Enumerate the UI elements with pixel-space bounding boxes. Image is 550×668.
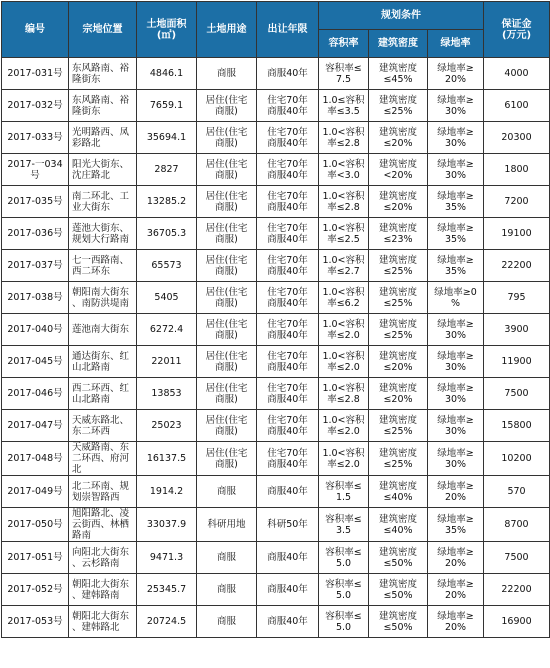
cell-green: 绿地率≥ 20% — [428, 574, 484, 606]
cell-far: 1.0<容积 率≤2.8 — [319, 186, 369, 218]
cell-number: 2017-048号 — [2, 442, 69, 476]
cell-deposit: 7200 — [484, 186, 550, 218]
cell-use: 居住(住宅 商服) — [197, 154, 257, 186]
cell-far: 1.0<容积 率≤2.0 — [319, 314, 369, 346]
table-row — [2, 58, 550, 90]
cell-location: 北二环南、规 划崇智路西 — [69, 476, 137, 508]
cell-density: 建筑密度 ≤50% — [369, 542, 428, 574]
table-row — [2, 542, 550, 574]
cell-green: 绿地率≥ 20% — [428, 542, 484, 574]
header-location: 宗地位置 — [69, 2, 137, 58]
cell-term: 住宅70年 商服40年 — [257, 90, 319, 122]
cell-deposit: 4000 — [484, 58, 550, 90]
cell-use: 商服 — [197, 574, 257, 606]
cell-density: 建筑密度 ≤23% — [369, 218, 428, 250]
header-no: 编号 — [2, 2, 69, 58]
cell-density: 建筑密度 ≤25% — [369, 250, 428, 282]
cell-number: 2017-038号 — [2, 282, 69, 314]
cell-far: 容积率≤ 1.5 — [319, 476, 369, 508]
cell-deposit: 20300 — [484, 122, 550, 154]
cell-green: 绿地率≥ 35% — [428, 218, 484, 250]
table-row — [2, 122, 550, 154]
cell-green: 绿地率≥ 35% — [428, 250, 484, 282]
cell-green: 绿地率≥ 30% — [428, 314, 484, 346]
cell-term: 住宅70年 商服40年 — [257, 378, 319, 410]
cell-location: 向阳北大街东 、云杉路南 — [69, 542, 137, 574]
cell-use: 商服 — [197, 606, 257, 638]
cell-use: 居住(住宅 商服) — [197, 186, 257, 218]
cell-number: 2017-046号 — [2, 378, 69, 410]
cell-use: 居住(住宅 商服) — [197, 122, 257, 154]
cell-green: 绿地率≥ 30% — [428, 154, 484, 186]
cell-density: 建筑密度 ≤50% — [369, 606, 428, 638]
cell-far: 1.0<容积 率≤2.8 — [319, 378, 369, 410]
cell-green: 绿地率≥ 30% — [428, 122, 484, 154]
cell-use: 居住(住宅 商服) — [197, 442, 257, 476]
cell-far: 1.0≤容积 率≤3.5 — [319, 90, 369, 122]
cell-term: 住宅70年 商服40年 — [257, 282, 319, 314]
cell-location: 东风路南、裕 隆街东 — [69, 90, 137, 122]
cell-use: 居住(住宅 商服) — [197, 346, 257, 378]
cell-area: 22011 — [137, 346, 197, 378]
cell-far: 1.0<容积 率≤6.2 — [319, 282, 369, 314]
cell-number: 2017-032号 — [2, 90, 69, 122]
cell-area: 6272.4 — [137, 314, 197, 346]
cell-term: 科研50年 — [257, 508, 319, 542]
cell-term: 住宅70年 商服40年 — [257, 314, 319, 346]
header-term: 出让年限 — [257, 2, 319, 58]
cell-number: 2017-040号 — [2, 314, 69, 346]
cell-term: 商服40年 — [257, 58, 319, 90]
cell-use: 居住(住宅 商服) — [197, 218, 257, 250]
cell-green: 绿地率≥ 35% — [428, 508, 484, 542]
cell-location: 莲池大街东、 规划大行路南 — [69, 218, 137, 250]
cell-area: 33037.9 — [137, 508, 197, 542]
cell-far: 1.0<容积 率≤2.7 — [319, 250, 369, 282]
cell-location: 旭阳路北、凌 云街西、林栖 路南 — [69, 508, 137, 542]
table-row — [2, 186, 550, 218]
header-far: 容积率 — [319, 30, 369, 58]
cell-location: 东风路南、裕 隆街东 — [69, 58, 137, 90]
cell-number: 2017-049号 — [2, 476, 69, 508]
cell-use: 居住(住宅 商服) — [197, 410, 257, 442]
cell-deposit: 19100 — [484, 218, 550, 250]
cell-density: 建筑密度 ≤20% — [369, 186, 428, 218]
cell-density: 建筑密度 ≤45% — [369, 58, 428, 90]
cell-location: 朝阳北大街东 、建韩路南 — [69, 574, 137, 606]
cell-deposit: 7500 — [484, 378, 550, 410]
cell-density: 建筑密度 ≤20% — [369, 378, 428, 410]
cell-far: 容积率≤ 5.0 — [319, 542, 369, 574]
table-row — [2, 508, 550, 542]
cell-deposit: 15800 — [484, 410, 550, 442]
cell-term: 住宅70年 商服40年 — [257, 250, 319, 282]
cell-far: 1.0<容积 率≤2.8 — [319, 122, 369, 154]
table-row — [2, 218, 550, 250]
table-row — [2, 90, 550, 122]
cell-use: 居住(住宅 商服) — [197, 250, 257, 282]
cell-deposit: 570 — [484, 476, 550, 508]
cell-deposit: 3900 — [484, 314, 550, 346]
cell-green: 绿地率≥ 35% — [428, 186, 484, 218]
cell-green: 绿地率≥ 30% — [428, 442, 484, 476]
cell-area: 4846.1 — [137, 58, 197, 90]
cell-far: 容积率≤ 5.0 — [319, 606, 369, 638]
cell-location: 光明路西、凤 彩路北 — [69, 122, 137, 154]
cell-area: 25023 — [137, 410, 197, 442]
cell-density: 建筑密度 ≤20% — [369, 122, 428, 154]
cell-far: 容积率≤ 5.0 — [319, 574, 369, 606]
cell-far: 1.0<容积 率≤2.0 — [319, 346, 369, 378]
cell-green: 绿地率≥ 30% — [428, 346, 484, 378]
cell-area: 1914.2 — [137, 476, 197, 508]
cell-deposit: 22200 — [484, 250, 550, 282]
table-row — [2, 574, 550, 606]
cell-deposit: 16900 — [484, 606, 550, 638]
cell-use: 居住(住宅 商服) — [197, 378, 257, 410]
cell-use: 居住(住宅 商服) — [197, 90, 257, 122]
cell-green: 绿地率≥ 30% — [428, 378, 484, 410]
cell-use: 商服 — [197, 476, 257, 508]
cell-deposit: 1800 — [484, 154, 550, 186]
table-body — [2, 58, 550, 638]
cell-green: 绿地率≥ 20% — [428, 476, 484, 508]
cell-far: 容积率≤ 7.5 — [319, 58, 369, 90]
cell-deposit: 8700 — [484, 508, 550, 542]
cell-term: 商服40年 — [257, 542, 319, 574]
cell-term: 住宅70年 商服40年 — [257, 122, 319, 154]
header-density: 建筑密度 — [369, 30, 428, 58]
cell-far: 1.0<容积 率≤2.0 — [319, 410, 369, 442]
cell-number: 2017-一034 号 — [2, 154, 69, 186]
cell-number: 2017-053号 — [2, 606, 69, 638]
cell-green: 绿地率≥ 20% — [428, 58, 484, 90]
cell-number: 2017-033号 — [2, 122, 69, 154]
cell-term: 住宅70年 商服40年 — [257, 346, 319, 378]
cell-density: 建筑密度 ≤50% — [369, 574, 428, 606]
cell-green: 绿地率≥ 30% — [428, 90, 484, 122]
cell-term: 商服40年 — [257, 574, 319, 606]
cell-number: 2017-051号 — [2, 542, 69, 574]
cell-density: 建筑密度 ≤20% — [369, 346, 428, 378]
table-row — [2, 154, 550, 186]
cell-area: 16137.5 — [137, 442, 197, 476]
cell-location: 西二环西、红 山北路南 — [69, 378, 137, 410]
cell-use: 居住(住宅 商服) — [197, 282, 257, 314]
cell-use: 商服 — [197, 542, 257, 574]
cell-density: 建筑密度 ≤25% — [369, 282, 428, 314]
cell-term: 住宅70年 商服40年 — [257, 410, 319, 442]
table-row — [2, 346, 550, 378]
cell-location: 通达街东、红 山北路南 — [69, 346, 137, 378]
cell-number: 2017-037号 — [2, 250, 69, 282]
cell-area: 13853 — [137, 378, 197, 410]
cell-area: 9471.3 — [137, 542, 197, 574]
cell-area: 13285.2 — [137, 186, 197, 218]
cell-area: 65573 — [137, 250, 197, 282]
cell-location: 天威路南、东 二环西、府河 北 — [69, 442, 137, 476]
cell-term: 商服40年 — [257, 476, 319, 508]
cell-number: 2017-036号 — [2, 218, 69, 250]
cell-deposit: 6100 — [484, 90, 550, 122]
cell-area: 20724.5 — [137, 606, 197, 638]
cell-far: 1.0<容积 率≤2.5 — [319, 218, 369, 250]
cell-location: 阳光大街东、 沈庄路北 — [69, 154, 137, 186]
table-row — [2, 250, 550, 282]
header-area: 土地面积 (㎡) — [137, 2, 197, 58]
cell-use: 居住(住宅 商服) — [197, 314, 257, 346]
table-row — [2, 410, 550, 442]
cell-area: 35694.1 — [137, 122, 197, 154]
cell-green: 绿地率≥ 30% — [428, 410, 484, 442]
table-row — [2, 606, 550, 638]
cell-term: 住宅70年 商服40年 — [257, 154, 319, 186]
cell-location: 朝阳南大街东 、南防洪堤南 — [69, 282, 137, 314]
cell-use: 科研用地 — [197, 508, 257, 542]
header-green: 绿地率 — [428, 30, 484, 58]
cell-deposit: 11900 — [484, 346, 550, 378]
header-plan: 规划条件 — [319, 2, 484, 30]
cell-number: 2017-052号 — [2, 574, 69, 606]
cell-term: 住宅70年 商服40年 — [257, 218, 319, 250]
cell-density: 建筑密度 ≤25% — [369, 442, 428, 476]
cell-area: 36705.3 — [137, 218, 197, 250]
cell-deposit: 795 — [484, 282, 550, 314]
cell-density: 建筑密度 ≤40% — [369, 508, 428, 542]
cell-area: 7659.1 — [137, 90, 197, 122]
cell-far: 容积率≤ 3.5 — [319, 508, 369, 542]
cell-term: 住宅70年 商服40年 — [257, 186, 319, 218]
cell-number: 2017-035号 — [2, 186, 69, 218]
cell-far: 1.0<容积 率<3.0 — [319, 154, 369, 186]
cell-far: 1.0<容积 率≤2.0 — [319, 442, 369, 476]
cell-green: 绿地率≥0 % — [428, 282, 484, 314]
cell-area: 25345.7 — [137, 574, 197, 606]
table-row — [2, 282, 550, 314]
cell-deposit: 10200 — [484, 442, 550, 476]
cell-location: 南二环北、工 业大街东 — [69, 186, 137, 218]
cell-term: 商服40年 — [257, 606, 319, 638]
cell-location: 莲池南大街东 — [69, 314, 137, 346]
cell-location: 天威东路北、 东二环西 — [69, 410, 137, 442]
cell-term: 住宅70年 商服40年 — [257, 442, 319, 476]
cell-density: 建筑密度 ≤25% — [369, 90, 428, 122]
table-row — [2, 476, 550, 508]
cell-area: 5405 — [137, 282, 197, 314]
cell-density: 建筑密度 ≤25% — [369, 410, 428, 442]
land-auction-table — [1, 1, 550, 638]
cell-density: 建筑密度 <20% — [369, 154, 428, 186]
cell-number: 2017-050号 — [2, 508, 69, 542]
cell-use: 商服 — [197, 58, 257, 90]
cell-deposit: 7500 — [484, 542, 550, 574]
table-row — [2, 314, 550, 346]
cell-location: 朝阳北大街东 、建韩路北 — [69, 606, 137, 638]
cell-green: 绿地率≥ 20% — [428, 606, 484, 638]
cell-number: 2017-031号 — [2, 58, 69, 90]
header-deposit: 保证金 (万元) — [484, 2, 550, 58]
cell-density: 建筑密度 ≤25% — [369, 314, 428, 346]
cell-area: 2827 — [137, 154, 197, 186]
table-row — [2, 378, 550, 410]
cell-number: 2017-045号 — [2, 346, 69, 378]
header-use: 土地用途 — [197, 2, 257, 58]
table-row — [2, 442, 550, 476]
cell-density: 建筑密度 ≤40% — [369, 476, 428, 508]
cell-deposit: 22200 — [484, 574, 550, 606]
cell-location: 七一西路南、 西二环东 — [69, 250, 137, 282]
cell-number: 2017-047号 — [2, 410, 69, 442]
